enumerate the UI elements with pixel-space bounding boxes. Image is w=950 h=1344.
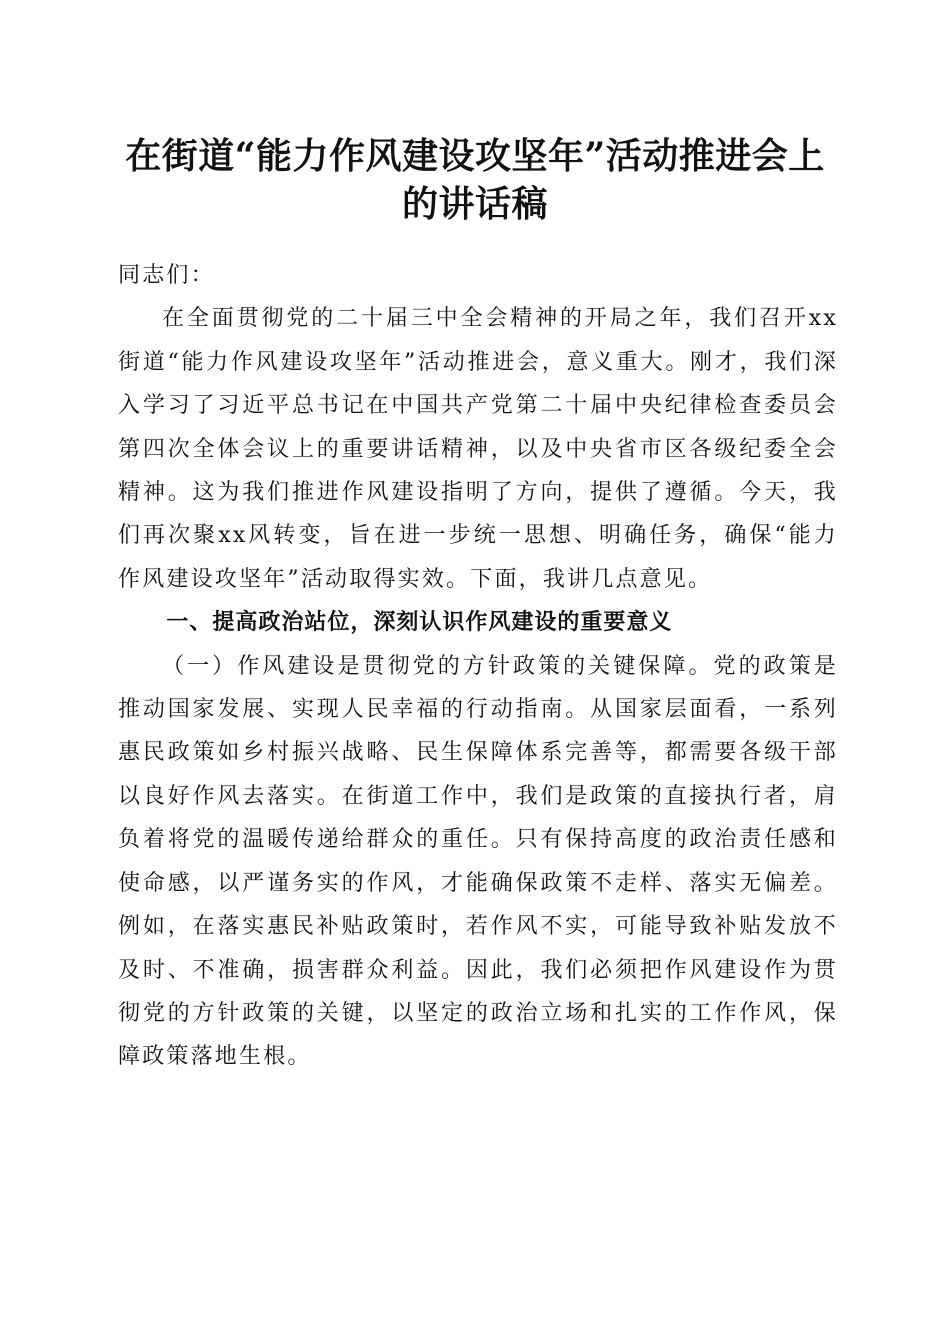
subsection-heading-1: （一）作风建设是贯彻党的方针政策的关键保障。 xyxy=(162,653,714,679)
document-title xyxy=(100,132,850,228)
salutation: 同志们： xyxy=(118,263,215,288)
title-line-1: 在街道“能力作风建设攻坚年”活动推进会上 xyxy=(125,135,825,177)
subsection-body-1: 党的政策是推动国家发展、实现人民幸福的行动指南。从国家层面看，一系列惠民政策如乡村振兴战略、民生保障体系完善等，都需要各级干部以良好作风去落实。在街道工作中，我们是政策的直接执行者，肩负着将党的温暖传递给群众的重任。只有保持高度的政治责任感和使命感，以严谨务实的作风，才能确保政策不走样、落实无偏差。例如，在落实惠民补贴政策时，若作风不实，可能导致补贴发放不及时、不准确，损害群众利益。因此，我们必须把作风建设作为贯彻党的方针政策的关键，以坚定的政治立场和扎实的工作作风，保障政策落地生根。 xyxy=(118,653,838,1070)
section-heading-1: 一、提高政治站位，深刻认识作风建设的重要意义 xyxy=(166,610,673,636)
title-line-2: 的讲话稿 xyxy=(401,183,548,225)
subsection-paragraph-1 xyxy=(118,645,838,1079)
document-body xyxy=(118,254,838,1079)
opening-paragraph: 在全面贯彻党的二十届三中全会精神的开局之年，我们召开xx街道“能力作风建设攻坚年”活动推进会，意义重大。刚才，我们深入学习了习近平总书记在中国共产党第二十届中央纪律检查委员会第四次全体会议上的重要讲话精神，以及中央省市区各级纪委全会精神。这为我们推进作风建设指明了方向，提供了遵循。今天，我们再次聚xx风转变，旨在进一步统一思想、明确任务，确保“能力作风建设攻坚年”活动取得实效。下面，我讲几点意见。 xyxy=(118,306,838,592)
